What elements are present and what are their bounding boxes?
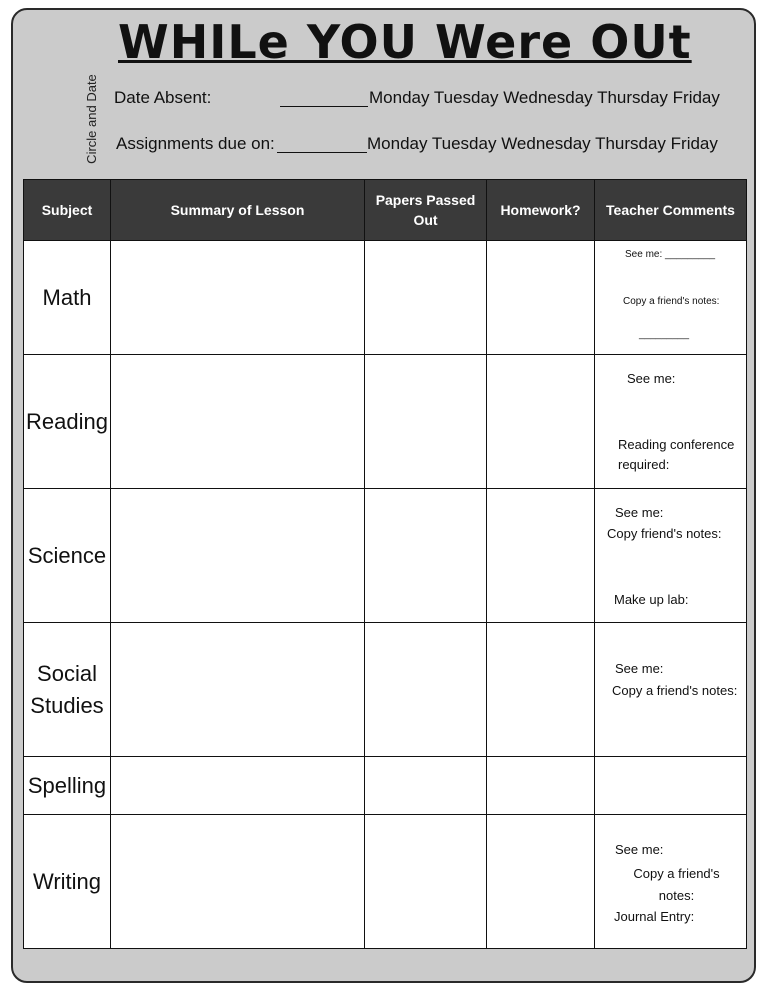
table-row-math <box>24 241 747 355</box>
comments-cell[interactable] <box>595 489 747 623</box>
worksheet-title: WHILe YOU Were OUt <box>118 15 692 69</box>
column-header-subject: Subject <box>24 180 111 241</box>
absence-table <box>23 179 747 949</box>
comment-line: See me: <box>615 842 664 857</box>
subject-cell: Science <box>24 489 111 623</box>
comment-line: Journal Entry: <box>614 909 695 924</box>
summary-cell[interactable] <box>111 489 365 623</box>
circle-and-date-note: Circle and Date <box>84 74 99 164</box>
papers-cell[interactable] <box>365 815 487 949</box>
subject-cell: Spelling <box>24 757 111 815</box>
date-absent-label: Date Absent: <box>114 88 212 107</box>
column-header-summary: Summary of Lesson <box>111 180 365 241</box>
comments-cell[interactable] <box>595 241 747 355</box>
comment-line: Copy a friend's notes: <box>633 866 720 903</box>
assignments-due-days[interactable]: Monday Tuesday Wednesday Thursday Friday <box>367 134 718 153</box>
table-row-social-studies <box>24 623 747 757</box>
comment-line: See me: <box>627 371 676 386</box>
assignments-due-label: Assignments due on: <box>116 134 275 153</box>
summary-cell[interactable] <box>111 815 365 949</box>
comment-line: Reading conference required: <box>618 437 735 472</box>
date-absent-days[interactable]: Monday Tuesday Wednesday Thursday Friday <box>369 88 720 107</box>
comment-line: _________ <box>639 329 690 340</box>
comments-cell[interactable] <box>595 355 747 489</box>
subject-cell: Math <box>24 241 111 355</box>
assignments-due-blank[interactable] <box>277 152 367 153</box>
subject-cell: Writing <box>24 815 111 949</box>
summary-cell[interactable] <box>111 241 365 355</box>
comment-line: Copy a friend's notes: <box>612 683 738 698</box>
comment-line: Copy friend's notes: <box>607 526 722 541</box>
homework-cell[interactable] <box>487 757 595 815</box>
papers-cell[interactable] <box>365 623 487 757</box>
column-header-homework: Homework? <box>487 180 595 241</box>
summary-cell[interactable] <box>111 757 365 815</box>
date-absent-blank[interactable] <box>280 106 368 107</box>
comment-line: See me: <box>615 505 664 520</box>
comments-cell[interactable] <box>595 623 747 757</box>
comment-line: See me: <box>615 661 664 676</box>
table-row-reading <box>24 355 747 489</box>
summary-cell[interactable] <box>111 355 365 489</box>
table-row-writing <box>24 815 747 949</box>
table-row-science <box>24 489 747 623</box>
comments-cell[interactable] <box>595 815 747 949</box>
comments-cell[interactable] <box>595 757 747 815</box>
papers-cell[interactable] <box>365 355 487 489</box>
comment-line: See me: _________ <box>625 249 716 260</box>
homework-cell[interactable] <box>487 355 595 489</box>
homework-cell[interactable] <box>487 489 595 623</box>
comment-line: Copy a friend's notes: <box>623 296 720 307</box>
comment-line: Make up lab: <box>614 592 689 607</box>
homework-cell[interactable] <box>487 623 595 757</box>
papers-cell[interactable] <box>365 489 487 623</box>
summary-cell[interactable] <box>111 623 365 757</box>
papers-cell[interactable] <box>365 757 487 815</box>
homework-cell[interactable] <box>487 815 595 949</box>
column-header-papers: Papers Passed Out <box>365 180 487 241</box>
table-header-row <box>24 180 747 241</box>
subject-cell: Social Studies <box>24 623 111 757</box>
homework-cell[interactable] <box>487 241 595 355</box>
subject-cell: Reading <box>24 355 111 489</box>
papers-cell[interactable] <box>365 241 487 355</box>
table-row-spelling <box>24 757 747 815</box>
column-header-comments: Teacher Comments <box>595 180 747 241</box>
